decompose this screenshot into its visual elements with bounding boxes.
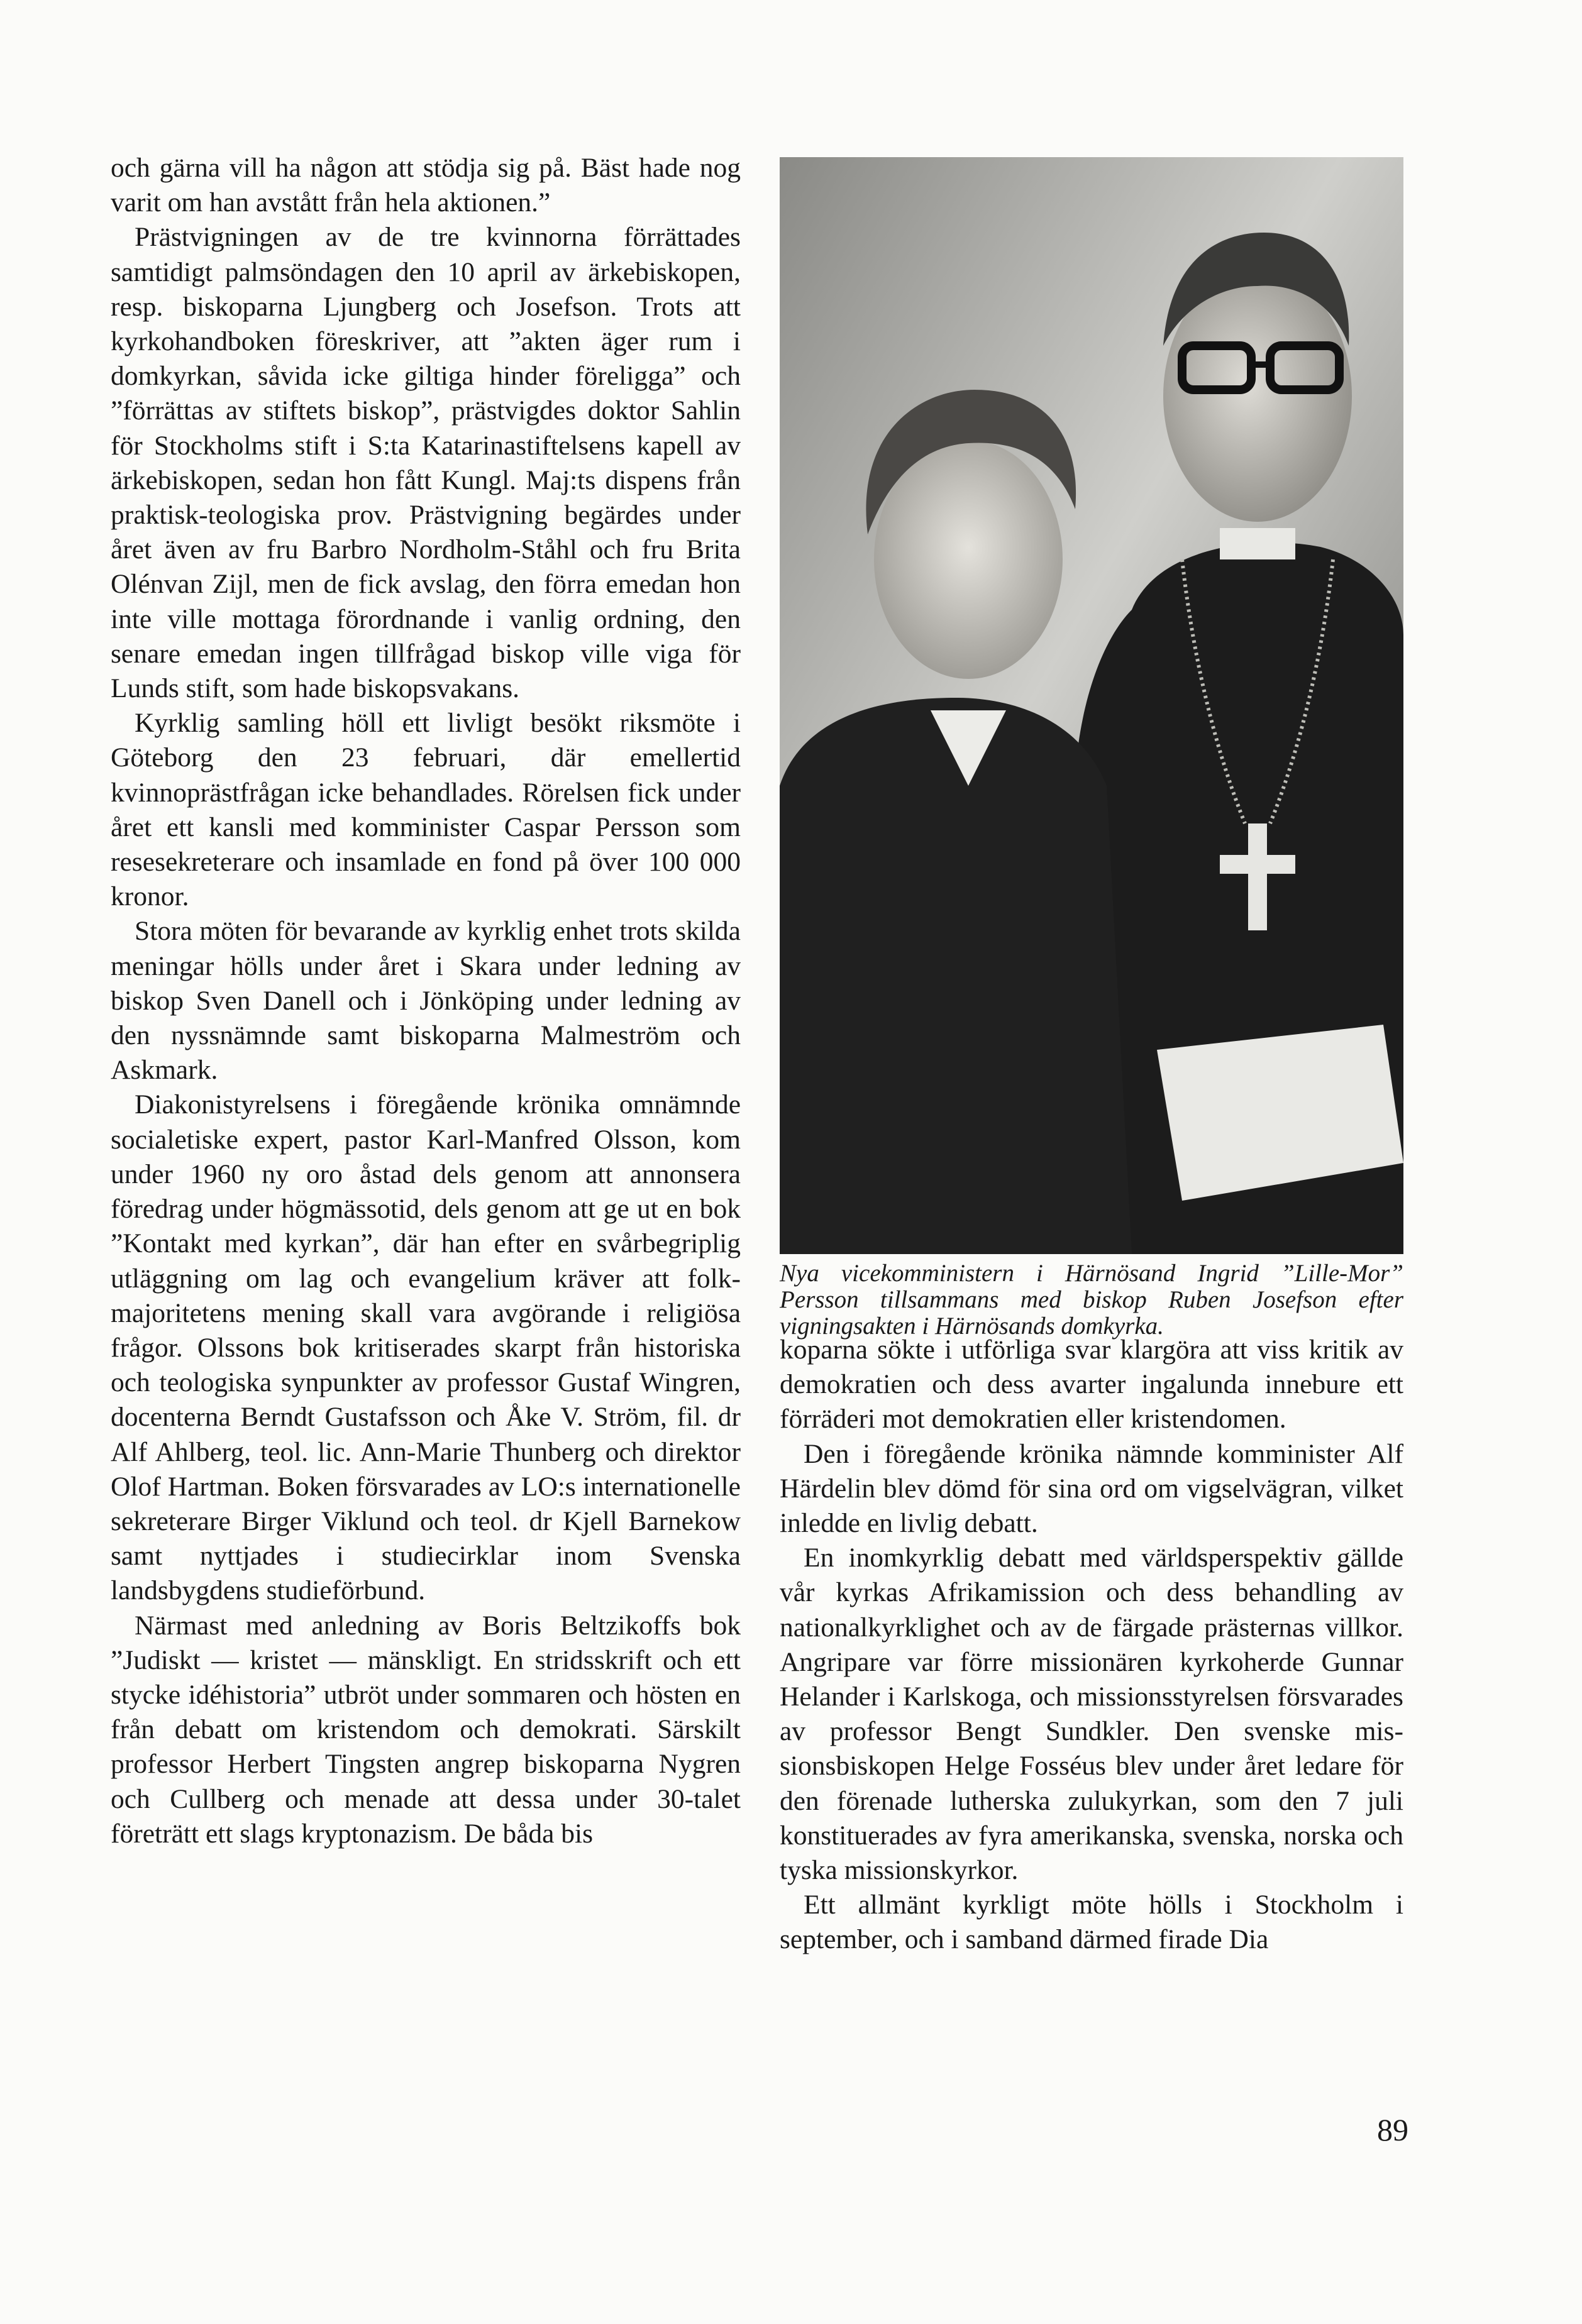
pectoral-cross-horizontal [1220, 855, 1295, 874]
paragraph: En inomkyrklig debatt med världsperspektiv gällde vår kyrkas Afrikamission och dess behandling av nationalkyrklighet och av de färgade prästernas villkor. Angripare var förre missionären kyrkoherde Gunnar Helander i Karlskoga, och missionsstyrelsen försvarades av professor Bengt Sundkler. Den svenske missionsbiskopen Helge Fosséus blev under året ledare för den förenade lutherska zulukyrkan, som den 7 juli konstituerades av fyra amerikanska, svenska, norska och tyska missionskyrkor. [780, 1543, 1403, 1886]
paragraph: Ett allmänt kyrkligt möte hölls i Stockholm i september, och i samband därmed firade Dia [780, 1890, 1403, 1955]
clerical-collar [1220, 528, 1295, 559]
paragraph: och gärna vill ha någon att stödja sig på. Bäst hade nog varit om han avstått från hela aktionen.” [111, 153, 741, 218]
woman-face [874, 440, 1063, 679]
woman-robe [780, 698, 1132, 1254]
paragraph: Den i föregående krönika nämnde komminister Alf Härdelin blev dömd för sina ord om vigselvägran, vilket inledde en livlig debatt. [780, 1438, 1403, 1539]
paragraph: Närmast med anledning av Boris Beltzikoffs bok ”Judiskt — kristet — mänskligt. En stridsskrift och ett stycke idéhistoria” utbröt under sommaren och hösten en från debatt om kristendom och demokrati. Särskilt professor Herbert Tingsten angrep biskoparna Nygren och Cullberg och menade att dessa under 30-talet företrätt ett slags kryptonazism. De båda bis [111, 1610, 741, 1849]
right-text-column [780, 1333, 1403, 1958]
paragraph: Stora möten för bevarande av kyrklig enhet trots skilda meningar hölls under året i Skara under ledning av biskop Sven Danell och i Jönköping under ledning av den nyssnämnde samt biskoparna Malmeström och Askmark. [111, 916, 741, 1086]
paragraph: koparna sökte i utförliga svar klargöra att viss kritik av demokratien och dess avarter ingalunda innebure ett förräderi mot demokratien eller kristendomen. [780, 1335, 1403, 1435]
paragraph: Kyrklig samling höll ett livligt besökt riksmöte i Göteborg den 23 februari, där emellertid kvinnoprästfrågan icke behandlades. Rörelsen fick under året ett kansli med komminister Caspar Persson som resesekreterare och insamlade en fond på över 100 000 kronor. [111, 708, 741, 912]
page-number: 89 [1377, 2112, 1408, 2147]
photograph-illustration [780, 157, 1403, 1254]
photograph [780, 157, 1403, 1254]
pectoral-cross-vertical [1248, 823, 1267, 930]
left-text-column [111, 151, 741, 1851]
paragraph: Prästvigningen av de tre kvinnorna förrättades samtidigt palmsöndagen den 10 april av ärkebiskopen, resp. biskoparna Ljungberg och Josefson. Trots att kyrkohandboken föreskriver, att ”akten äger rum i domkyrkan, såvida icke giltiga hinder föreligga” och ”förrättas av stiftets biskop”, prästvigdes doktor Sahlin för Stockholms stift i S:ta Katarinastiftelsens kapell av ärkebiskopen, sedan hon fått Kungl. Maj:ts dispens från praktisk-teologiska prov. Prästvigning begärdes under året även av fru Barbro Nordholm-Ståhl och fru Brita Olénvan Zijl, men de fick avslag, den förra emedan hon inte ville mottaga förordnande i vanlig ordning, den senare emedan ingen tillfrågad biskop ville viga för Lunds stift, som hade biskopsvakans. [111, 222, 741, 704]
paragraph: Diakonistyrelsens i föregående krönika omnämnde socialetiske expert, pastor Karl-Manfred Olsson, kom under 1960 ny oro åstad dels genom att annonsera föredrag under högmässotid, dels genom att ge ut en bok ”Kontakt med kyrkan”, där han efter en svårbegriplig utläggning om lag och evangelium kräver att folkmajoritetens mening skall vara avgörande i religiösa frågor. Olssons bok kritiserades skarpt från historiska och teologiska synpunkter av professor Gustaf Wingren, docenterna Berndt Gustafsson och Åke V. Ström, fil. dr Alf Ahlberg, teol. lic. Ann-Marie Thunberg och direktor Olof Hartman. Boken försvarades av LO:s internationelle sekreterare Birger Viklund och teol. dr Kjell Barnekow samt nyttjades i studiecirklar inom Svenska landsbygdens studieförbund. [111, 1089, 741, 1606]
photo-caption: Nya vicekomministern i Härnösand Ingrid ”Lille-Mor” Persson tillsammans med biskop Ruben Josefson efter vigningsakten i Härnösands domkyrka. [780, 1260, 1403, 1340]
